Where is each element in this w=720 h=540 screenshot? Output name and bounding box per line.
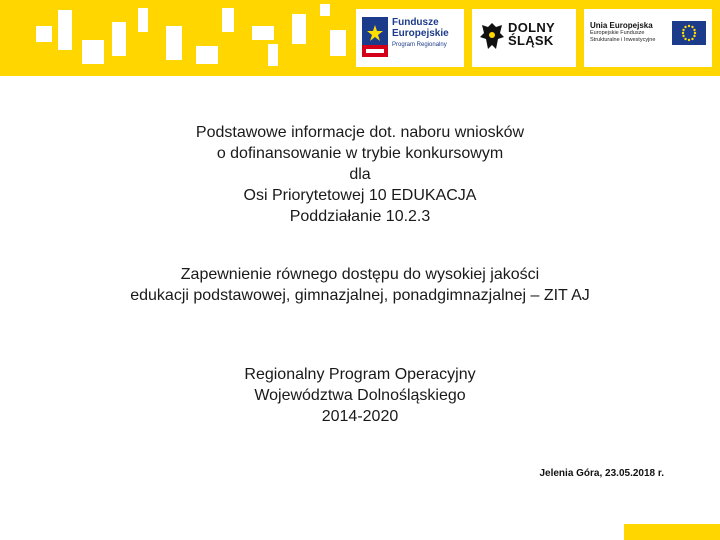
- program-line: Województwa Dolnośląskiego: [254, 387, 466, 404]
- banner-decoration: [166, 26, 182, 60]
- subtitle-block: [0, 264, 720, 306]
- title-line: o dofinansowanie w trybie konkursowym: [216, 145, 504, 162]
- banner-decoration: [82, 40, 104, 64]
- dolny-slask-line2: ŚLĄSK: [508, 33, 554, 48]
- title-line: Osi Priorytetowej 10 EDUKACJA: [243, 187, 477, 204]
- fundusze-logo-line2: Europejskie: [392, 28, 449, 39]
- banner-decoration: [320, 4, 330, 16]
- banner-decoration: [138, 8, 148, 32]
- bottom-decoration: [624, 524, 720, 540]
- unia-europejska-logo: [584, 9, 712, 67]
- banner-decoration: [222, 8, 234, 32]
- program-line: Regionalny Program Operacyjny: [244, 366, 476, 383]
- banner-decoration: [196, 46, 218, 64]
- date-location: Jelenia Góra, 23.05.2018 r.: [539, 468, 664, 479]
- ue-logo-line3: Strukturalne i Inwestycyjne: [590, 37, 656, 43]
- program-block: [0, 364, 720, 427]
- header-banner: [0, 0, 720, 76]
- banner-decoration: [330, 30, 346, 56]
- title-line: Podstawowe informacje dot. naboru wniosków: [195, 124, 525, 141]
- banner-decoration: [252, 26, 274, 40]
- banner-decoration: [268, 44, 278, 66]
- subtitle-line: Zapewnienie równego dostępu do wysokiej jakości: [180, 266, 540, 283]
- banner-decoration: [58, 10, 72, 50]
- subtitle-line: edukacji podstawowej, gimnazjalnej, ponadgimnazjalnej – ZIT AJ: [130, 287, 590, 304]
- title-block: [0, 122, 720, 227]
- fundusze-logo-line1: Fundusze: [392, 17, 439, 28]
- banner-decoration: [112, 22, 126, 56]
- program-line: 2014-2020: [321, 408, 399, 425]
- title-line: Poddziałanie 10.2.3: [289, 208, 431, 225]
- title-line: dla: [349, 166, 371, 183]
- banner-decoration: [36, 26, 52, 42]
- eagle-crest-icon: [480, 21, 504, 51]
- dolny-slask-logo: [472, 9, 576, 67]
- eu-flag-icon: [672, 21, 706, 45]
- ue-logo-line1: Unia Europejska: [590, 21, 653, 30]
- fundusze-logo-line3: Program Regionalny: [392, 42, 447, 48]
- eu-funds-star-icon: [362, 17, 388, 57]
- banner-decoration: [292, 14, 306, 44]
- fundusze-europejskie-logo: [356, 9, 464, 67]
- dolny-slask-line1: DOLNY: [508, 20, 555, 35]
- ue-logo-line2: Europejskie Fundusze: [590, 30, 645, 36]
